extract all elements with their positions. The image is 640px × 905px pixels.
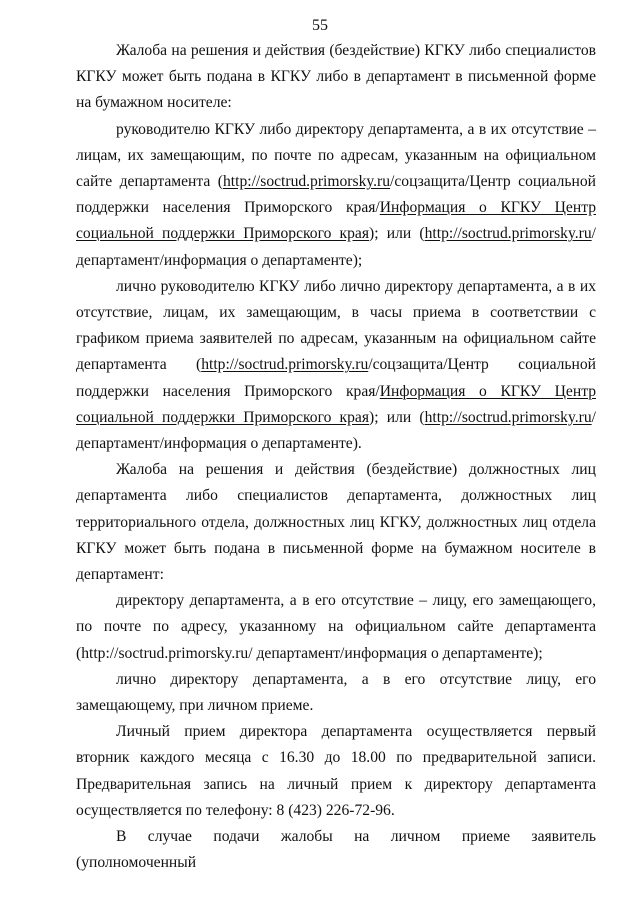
kgku-info-link[interactable]: Информация о КГКУ Центр социальной поддержки Приморского края xyxy=(76,199,596,243)
paragraph-personal-reception: В случае подачи жалобы на личном приеме заявитель (уполномоченный xyxy=(76,828,596,872)
paragraph-text: ); или ( xyxy=(369,225,425,243)
paragraph-text: /соцзащита/Центр социальной поддержки населения Приморского края/ xyxy=(76,356,597,400)
paragraph-mail-to-head xyxy=(76,117,596,274)
website-link[interactable]: http://soctrud.primorsky.ru xyxy=(223,173,391,191)
website-link[interactable]: http://soctrud.primorsky.ru xyxy=(424,225,592,243)
document-body xyxy=(76,38,596,877)
paragraph-complaint-kgku: Жалоба на решения и действия (бездействие) КГКУ либо специалистов КГКУ может быть подана в КГКУ либо в департамент в письменной форме на бумажном носителе: xyxy=(76,42,596,112)
website-link[interactable]: http://soctrud.primorsky.ru xyxy=(201,356,369,374)
paragraph-text: /департамент/информация о департаменте); xyxy=(76,225,596,269)
paragraph-text: руководителю КГКУ либо директору департамента, а в их отсутствие – лицам, их замещающим, по почте по адресам, указанным на официальном сайте департамента ( xyxy=(76,120,596,191)
paragraph-mail-to-director: директору департамента, а в его отсутствие – лицу, его замещающего, по почте по адресу, указанному на официальном сайте департамента (http://soctrud.primorsky.ru/ департамент/информация о департаменте); xyxy=(76,592,596,662)
paragraph-text: /департамент/информация о департаменте). xyxy=(76,408,596,453)
paragraph-text: ); или ( xyxy=(369,408,425,426)
paragraph-text: /соцзащита/Центр социальной поддержки населения Приморского края/ xyxy=(76,173,596,217)
page-number: 55 xyxy=(312,17,328,34)
paragraph-text: лично руководителю КГКУ либо лично директору департамента, а в их отсутствие, лицам, их замещающим, в часы приема в соответствии с графиком приема заявителей по адресам, указанным на официальном сайте департамента ( xyxy=(76,277,596,374)
paragraph-personal-to-director: лично директору департамента, а в его отсутствие лицу, его замещающему, при личном приеме. xyxy=(76,670,596,715)
paragraph-complaint-officials: Жалоба на решения и действия (бездействие) должностных лиц департамента либо специалистов департамента, должностных лиц территориального отдела, должностных лиц КГКУ, должностных лиц отдела КГКУ может быть подана в письменной форме на бумажном носителе в департамент: xyxy=(76,461,596,584)
paragraph-reception-schedule: Личный прием директора департамента осуществляется первый вторник каждого месяца с 16.30 до 18.00 по предварительной записи. Предварительная запись на личный прием к директору департамента осуществляется по телефону: 8 (423) 226-72-96. xyxy=(76,723,596,819)
paragraph-personal-to-head xyxy=(76,274,596,457)
kgku-info-link[interactable]: Информация о КГКУ Центр социальной поддержки Приморского края xyxy=(76,382,596,426)
website-link[interactable]: http://soctrud.primorsky.ru xyxy=(424,408,592,426)
